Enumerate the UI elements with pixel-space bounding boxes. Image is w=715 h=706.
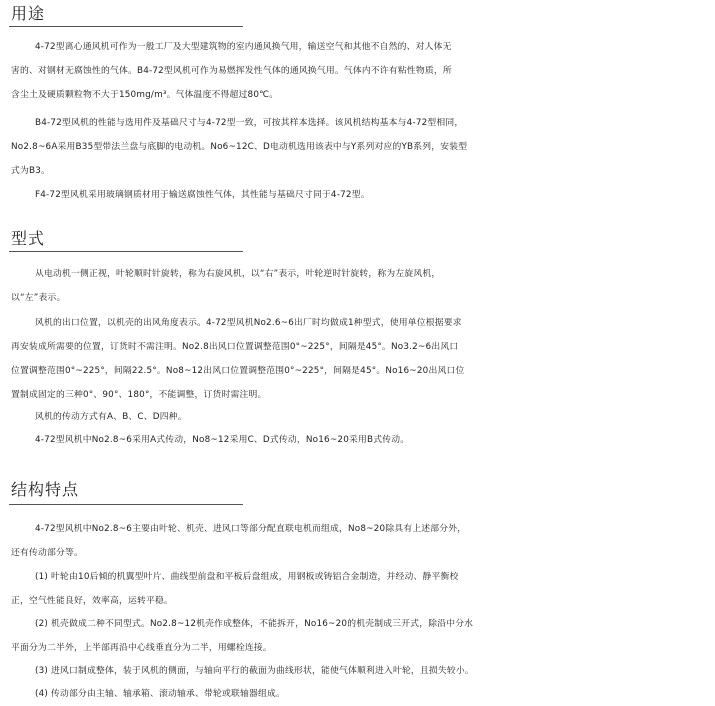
paragraph — [0, 612, 715, 660]
paragraph — [0, 428, 715, 452]
paragraph — [0, 517, 715, 565]
section-rule-structure — [9, 504, 243, 505]
text-line: 害的、对钢材无腐蚀性的气体。B4-72型风机可作为易燃挥发性气体的通风换气用。气体内不许有粘性物质，所 — [11, 66, 452, 76]
paragraph — [0, 35, 715, 107]
paragraph — [0, 659, 715, 683]
section-rule-usage — [9, 26, 243, 27]
section-heading-usage: 用途 — [11, 4, 46, 23]
section-rule-type — [9, 251, 243, 252]
text-line: 再安装成所需要的位置，订货时不需注明。No2.8出风口位置调整范围0°~225°，间隔是45°。No3.2~6出风口 — [11, 342, 459, 352]
paragraph — [0, 111, 715, 183]
paragraph — [0, 262, 715, 310]
text-line: 式为B3。 — [11, 166, 51, 176]
text-line: 正，空气性能良好，效率高，运转平稳。 — [11, 596, 173, 606]
text-line: 置制成固定的三种0°、90°、180°，不能调整，订货时需注明。 — [11, 390, 267, 400]
text-line: F4-72型风机采用玻璃钢质材用于输送腐蚀性气体，其性能与基础尺寸同于4-72型。 — [35, 190, 370, 200]
text-line: (3) 进风口制成整体，装于风机的侧面，与轴向平行的截面为曲线形状，能使气体顺利进入叶轮，且损失较小。 — [35, 666, 474, 676]
text-line: 从电动机一侧正视，叶轮顺时针旋转，称为右旋风机，以“右”表示，叶轮逆时针旋转，称为左旋风机， — [35, 269, 441, 279]
paragraph — [0, 183, 715, 207]
text-line: 位置调整范围0°~225°，间隔22.5°。No8~12出风口位置调整范围0°~225°，间隔是45°。No16~20出风口位 — [11, 366, 465, 376]
text-line: 平面分为二半外，上半部再沿中心线垂直分为二半，用螺栓连接。 — [11, 643, 272, 653]
text-line: 风机的出口位置，以机壳的出风角度表示。4-72型风机No2.6~6出厂时均做成1种型式，使用单位根据要求 — [35, 318, 462, 328]
text-line: 还有传动部分等。 — [11, 548, 83, 558]
text-line: 风机的传动方式有A、B、C、D四种。 — [35, 412, 187, 422]
text-line: (4) 传动部分由主轴、轴承箱、滚动轴承、带轮或联轴器组成。 — [35, 689, 285, 699]
text-line: 4-72型风机中No2.8~6采用A式传动，No8~12采用C、D式传动，No16~20采用B式传动。 — [35, 435, 410, 445]
text-line: 以“左”表示。 — [11, 293, 66, 303]
text-line: 4-72型离心通风机可作为一般工厂及大型建筑物的室内通风换气用，输送空气和其他不自然的、对人体无 — [35, 42, 452, 52]
text-line: 4-72型风机中No2.8~6主要由叶轮、机壳、进风口等部分配直联电机而组成，No8~20除具有上述部分外， — [35, 524, 467, 534]
text-line: B4-72型风机的性能与选用件及基础尺寸与4-72型一致，可按其样本选择。该风机结构基本与4-72型相同， — [35, 118, 464, 128]
section-heading-type: 型式 — [11, 229, 46, 248]
text-line: (1) 叶轮由10后倾的机翼型叶片、曲线型前盘和平板后盘组成，用钢板或铸铝合金制造，并经动、静平衡校 — [35, 572, 459, 582]
text-line: No2.8~6A采用B35型带法兰盘与底脚的电动机。No6~12C、D电动机选用该表中与Y系列对应的YB系列，安装型 — [11, 142, 468, 152]
paragraph — [0, 405, 715, 429]
paragraph — [0, 565, 715, 613]
section-heading-structure: 结构特点 — [11, 480, 80, 499]
paragraph — [0, 311, 715, 407]
text-line: 含尘土及硬质颗粒物不大于150mg/m³。气体温度不得超过80℃。 — [11, 90, 279, 100]
text-line: (2) 机壳做成二种不同型式。No2.8~12机壳作成整体，不能拆开，No16~20的机壳制成三开式，除沿中分水 — [35, 619, 474, 629]
paragraph — [0, 682, 715, 706]
